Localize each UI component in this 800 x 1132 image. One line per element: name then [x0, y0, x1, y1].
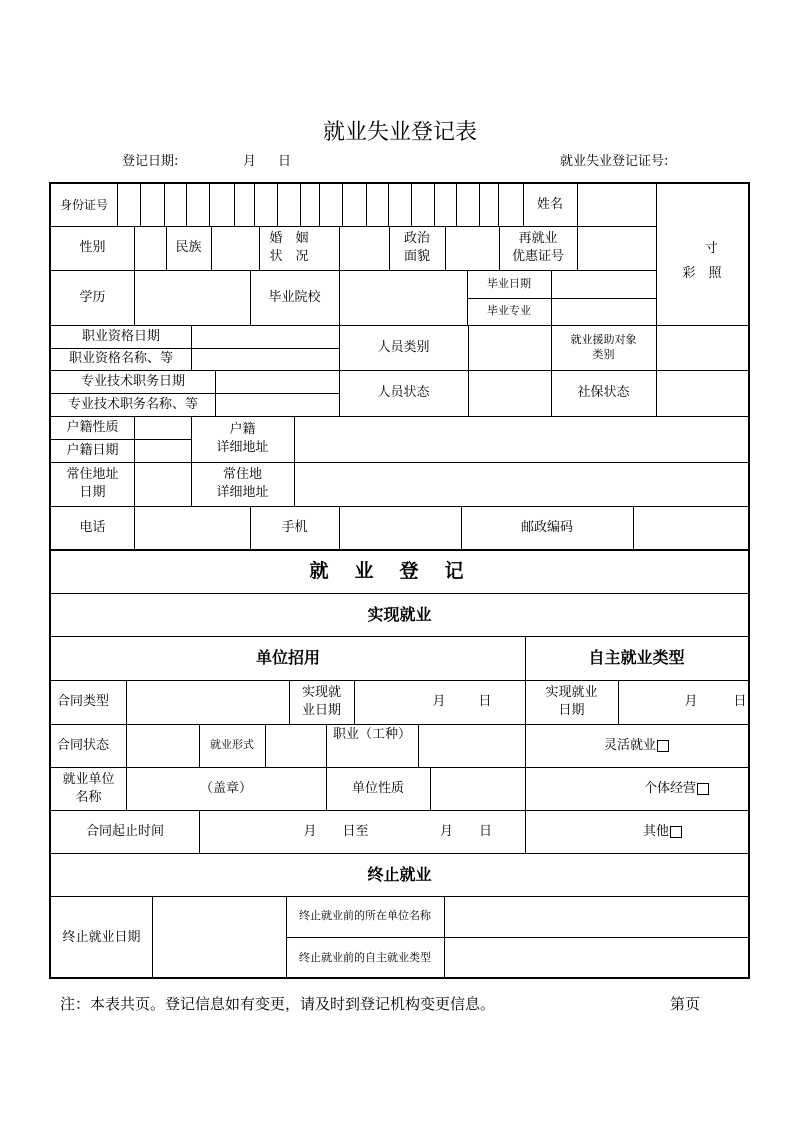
cert-no-label: 就业失业登记证号: — [560, 154, 669, 169]
qual-name-label: 职业资格名称、等 — [68, 351, 173, 367]
education-label: 学历 — [79, 289, 106, 305]
reg-month-label: 月 — [243, 154, 257, 169]
reg-day-label: 日 — [278, 154, 292, 169]
grad-date-label: 毕业日期 — [487, 276, 531, 290]
achieve-month-label: 月 — [432, 694, 446, 710]
unit-nature-label: 单位性质 — [351, 780, 404, 796]
photo-color-label: 彩 照 — [682, 266, 722, 282]
tech-date-label: 专业技术职务日期 — [80, 373, 185, 389]
occupation-label: 职业（工种） — [332, 727, 411, 743]
achieve-date-label: 实现就 业日期 — [301, 685, 341, 718]
contract-period-from: 月 日至 — [303, 823, 369, 839]
contract-status-label: 合同状态 — [57, 737, 110, 753]
unit-hire-heading: 单位招用 — [255, 648, 320, 668]
photo-size-label: 寸 — [704, 241, 718, 257]
school-label: 毕业院校 — [268, 289, 321, 305]
employment-section-title: 就业登记 — [309, 559, 490, 582]
reemploy-cert-label: 再就业 优惠证号 — [511, 231, 564, 264]
page-title: 就业失业登记表 — [322, 120, 477, 145]
seal-label: （盖章） — [199, 780, 252, 796]
self-day-label: 日 — [733, 694, 747, 710]
person-type-label: 人员类别 — [377, 339, 430, 355]
name-label: 姓名 — [536, 197, 563, 213]
self-employment-type-heading: 自主就业类型 — [588, 648, 685, 668]
contract-period-label: 合同起止时间 — [85, 823, 164, 839]
person-status-label: 人员状态 — [377, 385, 430, 401]
aid-target-label: 就业援助对象 类别 — [570, 332, 637, 361]
political-label: 政治 面貌 — [403, 231, 430, 264]
self-achieve-date-label: 实现就业 日期 — [545, 685, 598, 718]
mobile-label: 手机 — [281, 519, 308, 535]
flexible-checkbox[interactable] — [657, 740, 669, 752]
other-employment-option[interactable]: 其他 — [525, 810, 748, 853]
contract-type-label: 合同类型 — [57, 694, 110, 710]
marital-label: 婚 姻 状 况 — [269, 231, 309, 264]
qual-date-label: 职业资格日期 — [81, 328, 160, 344]
unit-name-label: 就业单位 名称 — [62, 771, 115, 805]
residence-address-label: 常住地 详细地址 — [216, 467, 269, 500]
terminated-employment-heading: 终止就业 — [367, 864, 432, 884]
individual-business-option[interactable]: 个体经营 — [525, 767, 748, 810]
footer-note: 注：本表共页。登记信息如有变更，请及时到登记机构变更信息。 — [60, 995, 496, 1013]
individual-checkbox[interactable] — [697, 783, 709, 795]
prev-unit-name-label: 终止就业前的所在单位名称 — [299, 909, 431, 923]
hukou-type-label: 户籍性质 — [66, 419, 119, 435]
prev-self-type-label: 终止就业前的自主就业类型 — [299, 950, 431, 964]
phone-label: 电话 — [79, 519, 106, 535]
achieve-day-label: 日 — [478, 694, 492, 710]
employment-form-label: 就业形式 — [210, 738, 254, 752]
termination-date-label: 终止就业日期 — [62, 929, 141, 945]
hukou-address-label: 户籍 详细地址 — [216, 422, 269, 455]
major-label: 毕业专业 — [487, 304, 531, 318]
ethnicity-label: 民族 — [175, 240, 202, 256]
postcode-label: 邮政编码 — [520, 519, 573, 535]
achieved-employment-heading: 实现就业 — [367, 604, 432, 624]
page-number-label: 第页 — [670, 995, 701, 1013]
hukou-date-label: 户籍日期 — [66, 442, 119, 458]
registration-form — [49, 182, 750, 979]
social-status-label: 社保状态 — [577, 385, 630, 401]
flexible-employment-option[interactable]: 灵活就业 — [525, 724, 748, 767]
self-month-label: 月 — [684, 694, 698, 710]
tech-name-label: 专业技术职务名称、等 — [67, 396, 198, 412]
gender-label: 性别 — [79, 240, 106, 256]
reg-date-label: 登记日期: — [122, 154, 179, 169]
residence-date-label: 常住地址 日期 — [66, 467, 119, 500]
contract-period-to: 月 日 — [439, 823, 492, 839]
other-checkbox[interactable] — [670, 826, 682, 838]
id-card-label: 身份证号 — [59, 197, 108, 212]
